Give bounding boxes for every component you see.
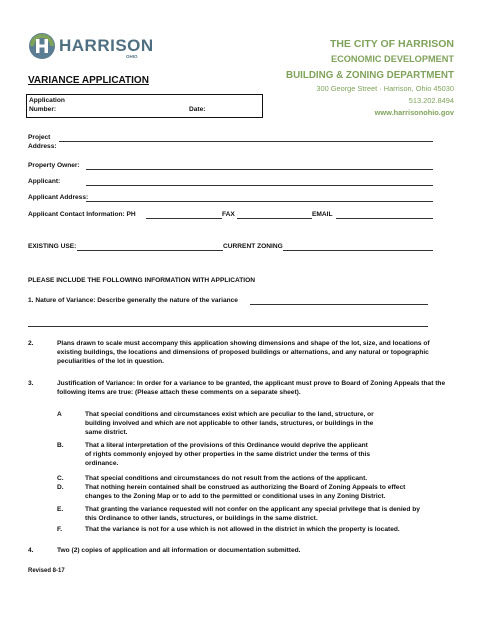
item-3e-letter: E. [57, 506, 64, 513]
item-3e-text: That granting the variance requested will not confer on the applicant any special privilege that is denied by this Ordinance to other lands, structures, or buildings in the same district. [85, 506, 420, 522]
application-number-label: Application Number: [29, 97, 65, 113]
item-3f-letter: F. [57, 526, 63, 533]
project-address-line[interactable] [59, 141, 433, 142]
item-3c-letter: C. [57, 475, 64, 482]
applicant-address-label: Applicant Address: [28, 194, 89, 201]
logo-name: HARRISON [59, 36, 154, 55]
logo-state: OHIO [126, 54, 138, 59]
city-name: THE CITY OF HARRISON [329, 38, 454, 50]
item-3a-letter: A [57, 411, 62, 418]
application-number-box [26, 94, 263, 118]
instructions-heading: PLEASE INCLUDE THE FOLLOWING INFORMATION WITH APPLICATION [28, 277, 255, 284]
date-label: Date: [189, 106, 206, 113]
property-owner-line[interactable] [86, 169, 433, 170]
applicant-line[interactable] [86, 185, 433, 186]
project-address-label: Project Address: [28, 134, 57, 150]
current-zoning-label: CURRENT ZONING [223, 243, 283, 250]
harrison-logo-icon [28, 32, 58, 60]
item-3a-text: That special conditions and circumstances exist which are peculiar to the land, structure, or building involved and which are not applicable to other lands, structures, or buildings in the same district. [85, 411, 374, 436]
applicant-label: Applicant: [28, 178, 61, 185]
item-4-number: 4. [28, 547, 34, 554]
dept-phone: 513.202.8494 [408, 96, 454, 105]
page-title: VARIANCE APPLICATION [28, 75, 149, 86]
item-3-text: Justification of Variance: In order for a variance to be granted, the applicant must prove to Board of Zoning Appeals that the following items are true: (Please attach these comments on a separate sheet). [57, 380, 446, 396]
email-line[interactable] [336, 218, 433, 219]
item-1-text: 1. Nature of Variance: Describe generally the nature of the variance [28, 297, 238, 304]
fax-line[interactable] [237, 218, 312, 219]
item-3b-letter: B. [57, 442, 64, 449]
dept-address: 300 George Street · Harrison, Ohio 45030 [316, 84, 454, 93]
dept-building: BUILDING & ZONING DEPARTMENT [286, 70, 454, 81]
existing-use-line[interactable] [77, 250, 223, 251]
dept-economic: ECONOMIC DEVELOPMENT [330, 54, 454, 64]
current-zoning-line[interactable] [283, 250, 433, 251]
item-2-number: 2. [28, 340, 34, 347]
city-logo [28, 32, 154, 62]
phone-line[interactable] [146, 218, 222, 219]
property-owner-label: Property Owner: [28, 162, 80, 169]
item-3-number: 3. [28, 380, 34, 387]
item-2-text: Plans drawn to scale must accompany this application showing dimensions and shape of the lot, size, and locations of existing buildings, the locations and dimensions of proposed buildings or alternations, and any natural or topographic peculiarities of the lot in question. [57, 340, 430, 365]
email-label: EMAIL [312, 211, 333, 218]
nature-variance-line-1[interactable] [250, 304, 428, 305]
dept-website[interactable]: www.harrisonohio.gov [374, 108, 454, 117]
contact-info-label: Applicant Contact Information: PH [28, 211, 136, 218]
fax-label: FAX [222, 211, 235, 218]
item-3f-text: That the variance is not for a use which is not allowed in the district in which the property is located. [85, 526, 400, 533]
item-3d-letter: D. [57, 484, 64, 491]
item-4-text: Two (2) copies of application and all information or documentation submitted. [57, 547, 301, 554]
item-3b-text: That a literal interpretation of the provisions of this Ordinance would deprive the applicant of rights commonly enjoyed by other properties in the same district under the terms of this ordinance. [85, 442, 371, 467]
existing-use-label: EXISTING USE: [28, 243, 77, 250]
item-3d-text: That nothing herein contained shall be construed as authorizing the Board of Zoning Appeals to effect changes to the Zoning Map or to add to the permitted or conditional uses in any Zoning District. [85, 484, 406, 500]
item-3c-text: That special conditions and circumstances do not result from the actions of the applicant. [85, 475, 368, 482]
applicant-address-line[interactable] [86, 201, 433, 202]
revision-note: Revised 8-17 [28, 568, 65, 574]
nature-variance-line-2[interactable] [28, 326, 428, 327]
department-header [254, 37, 454, 119]
